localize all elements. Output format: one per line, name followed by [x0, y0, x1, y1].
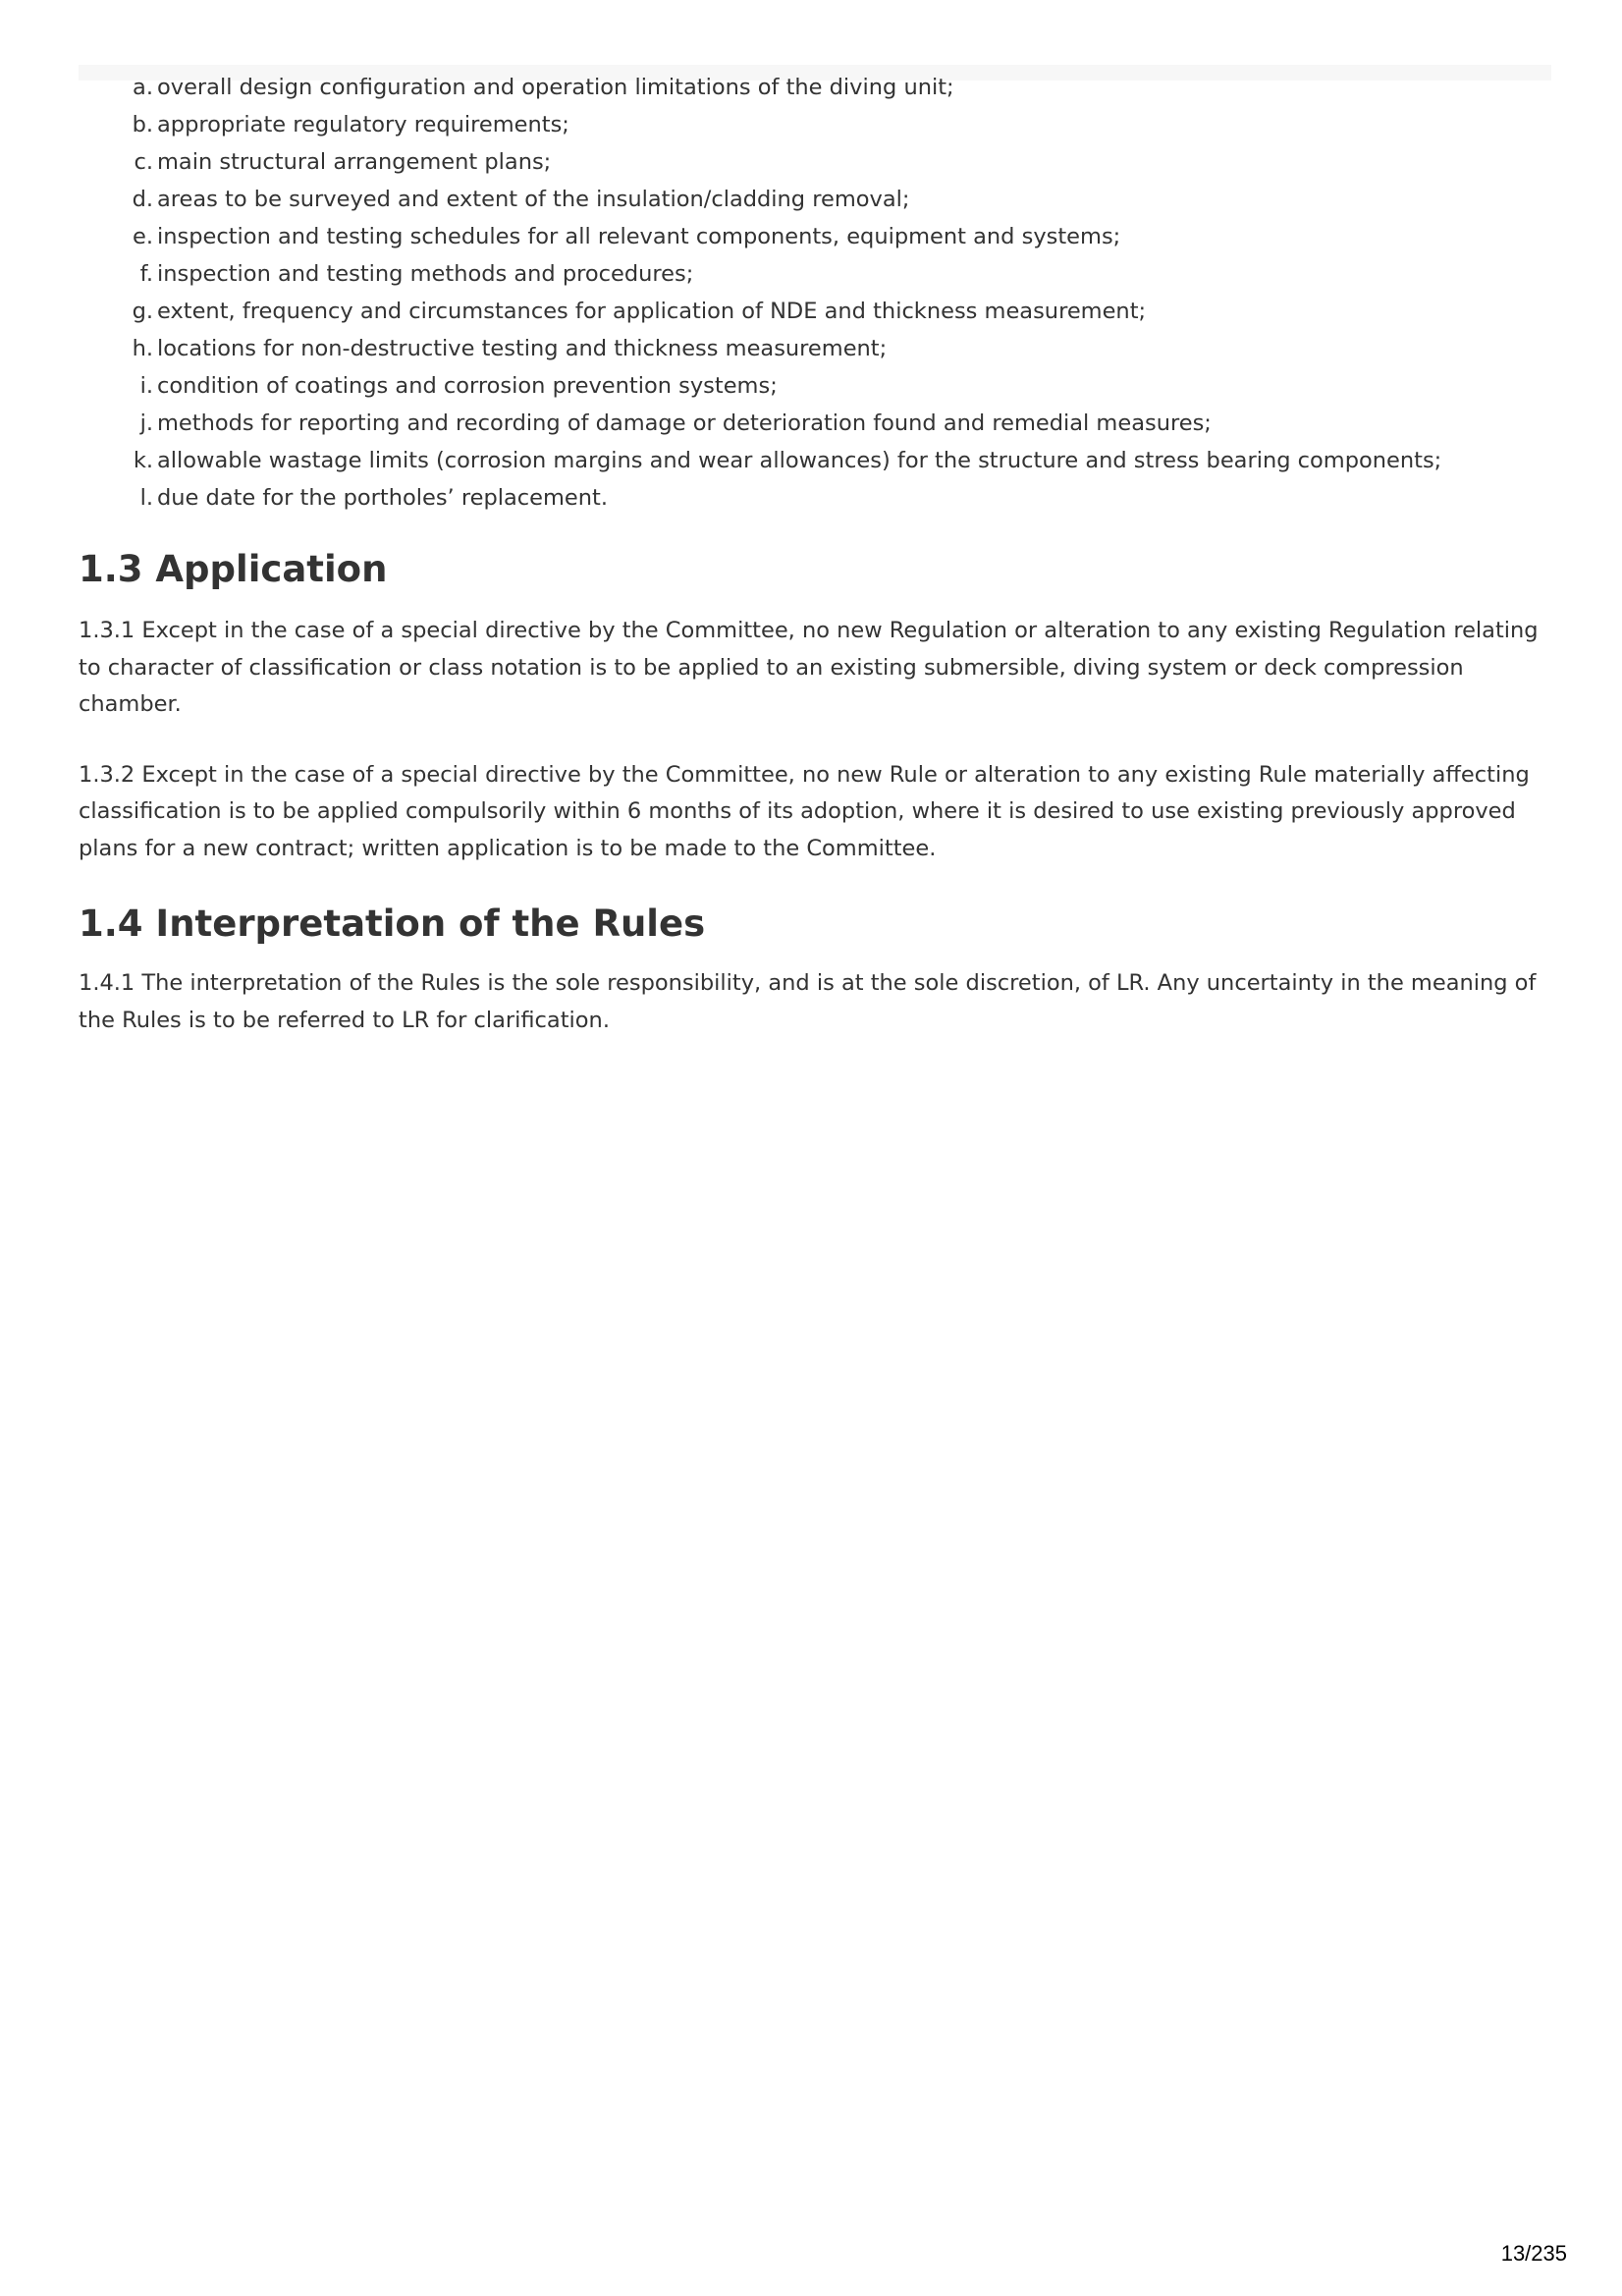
- list-marker: i.: [139, 373, 153, 399]
- list-item: [79, 479, 1551, 517]
- page-number: 13/235: [1500, 2241, 1567, 2266]
- list-marker: g.: [132, 299, 153, 324]
- list-item-text: condition of coatings and corrosion prevention systems;: [157, 373, 778, 399]
- list-item-text: due date for the portholes’ replacement.: [157, 485, 608, 511]
- list-item: [79, 106, 1551, 143]
- list-item: [79, 255, 1551, 293]
- section-heading-interpretation: 1.4 Interpretation of the Rules: [79, 902, 706, 945]
- list-item-text: overall design configuration and operation limitations of the diving unit;: [157, 75, 954, 100]
- paragraph-1-3-1: 1.3.1 Except in the case of a special directive by the Committee, no new Regulation or alteration to any existing Regulation relating to character of classification or class notation is to be applied to an existing submersible, diving system or deck compression chamber.: [79, 618, 1539, 717]
- list-marker: b.: [132, 112, 153, 137]
- paragraph-1-4-1: 1.4.1 The interpretation of the Rules is the sole responsibility, and is at the sole discretion, of LR. Any uncertainty in the meaning of the Rules is to be referred to LR for clarification.: [79, 970, 1537, 1033]
- list-item: [79, 405, 1551, 442]
- list-item-text: methods for reporting and recording of damage or deterioration found and remedial measures;: [157, 410, 1212, 436]
- list-item: [79, 293, 1551, 330]
- list-item: [79, 442, 1551, 479]
- list-marker: c.: [134, 149, 153, 175]
- list-marker: a.: [133, 75, 153, 100]
- list-item: [79, 143, 1551, 181]
- list-item: [79, 181, 1551, 218]
- list-item-text: inspection and testing schedules for all relevant components, equipment and systems;: [157, 224, 1121, 249]
- list-marker: l.: [139, 485, 153, 511]
- list-item-text: locations for non-destructive testing and thickness measurement;: [157, 336, 888, 361]
- section-heading-application: 1.3 Application: [79, 548, 388, 590]
- list-item-text: areas to be surveyed and extent of the insulation/cladding removal;: [157, 187, 910, 212]
- paragraph-1-3-2: 1.3.2 Except in the case of a special directive by the Committee, no new Rule or alteration to any existing Rule materially affecting classification is to be applied compulsorily within 6 months of its adoption, where it is desired to use existing previously approved plans for a new contract; written application is to be made to the Committee.: [79, 761, 1530, 861]
- list-marker: e.: [133, 224, 153, 249]
- list-item: [79, 69, 1551, 106]
- list-item-text: allowable wastage limits (corrosion margins and wear allowances) for the structure and stress bearing components;: [157, 448, 1442, 473]
- list-marker: h.: [132, 336, 153, 361]
- list-marker: k.: [133, 448, 153, 473]
- list-item-text: inspection and testing methods and procedures;: [157, 261, 694, 287]
- list-marker: j.: [139, 410, 153, 436]
- list-item: [79, 218, 1551, 255]
- requirements-list: [79, 69, 1551, 517]
- list-marker: f.: [139, 261, 153, 287]
- list-marker: d.: [132, 187, 153, 212]
- list-item-text: appropriate regulatory requirements;: [157, 112, 569, 137]
- list-item: [79, 367, 1551, 405]
- list-item: [79, 330, 1551, 367]
- list-item-text: main structural arrangement plans;: [157, 149, 552, 175]
- list-item-text: extent, frequency and circumstances for application of NDE and thickness measurement;: [157, 299, 1147, 324]
- page-content: [79, 69, 1551, 1039]
